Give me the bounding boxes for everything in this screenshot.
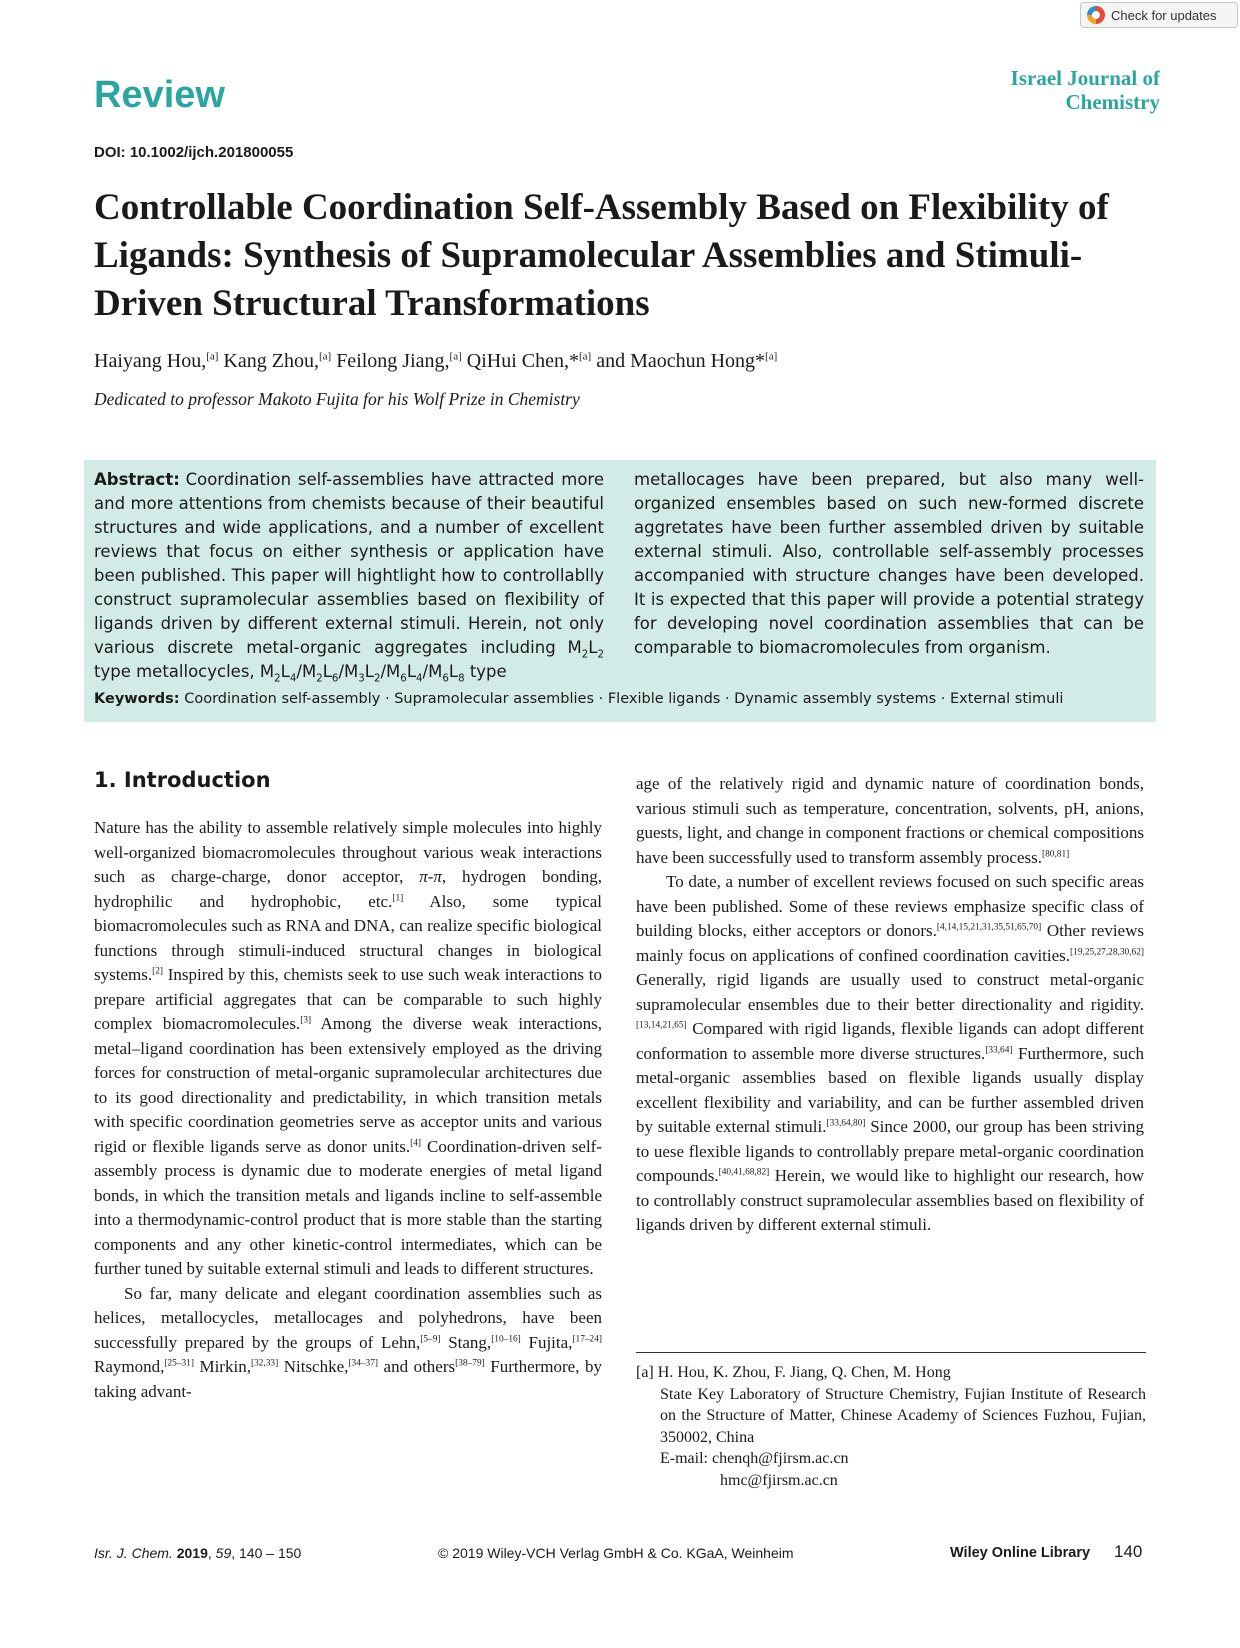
paragraph-text: Fujita, — [520, 1332, 573, 1352]
paragraph-text: Stang, — [440, 1332, 492, 1352]
paragraph-text: age of the relatively rigid and dynamic nature of coordination bonds, various stimuli such as temperature, concentration, solvents, pH, anions, guests, light, and change in component fractions or chemical compositions have been successfully used to transform assembly process. — [636, 774, 1144, 867]
citation-mark: [25–31] — [164, 1358, 194, 1369]
paragraph-text: Since 2000, our group has been striving to uese flexible ligands to controllably prepare metal-organic coordination compounds. — [636, 1117, 1144, 1185]
check-for-updates-button[interactable] — [1080, 2, 1238, 28]
formula-symbol: / — [380, 662, 387, 681]
footnote-affiliation: State Key Laboratory of Structure Chemistry, Fujian Institute of Research on the Structure of Matter, Chinese Academy of Sciences Fuzhou, Fujian, 350002, China — [660, 1385, 1146, 1446]
citation-mark: [5–9] — [420, 1333, 441, 1344]
author-name: Feilong Jiang, — [331, 350, 450, 372]
keywords-list: Coordination self-assembly · Supramolecular assemblies · Flexible ligands · Dynamic assembly systems · External stimuli — [184, 691, 1064, 707]
formula-subscript: 3 — [358, 673, 365, 685]
formula-subscript: 6 — [442, 673, 449, 685]
footer-pages: 140 – 150 — [239, 1545, 302, 1561]
paragraph-2 — [94, 1282, 602, 1405]
article-title: Controllable Coordination Self-Assembly Based on Flexibility of Ligands: Synthesis of Supramolecular Assemblies and Stimuli-Driven Structural Transformations — [94, 187, 1109, 324]
abstract-text: Coordination self-assemblies have attracted more and more attentions from chemists because of their beautiful structures and wide applications, and a number of excellent reviews that focus on either synthesis or application have been published. This paper will hightlight how to controllablly construct supramolecular assemblies based on flexibility of ligands driven by different external stimuli. Herein, not only various discrete metal-organic aggregates including — [94, 470, 604, 657]
formula-subscript: 4 — [289, 673, 297, 685]
citation-mark: [4] — [410, 1137, 422, 1148]
abstract-label: Abstract: — [94, 470, 180, 489]
check-for-updates-label: Check for updates — [1111, 7, 1217, 23]
formula-subscript: 8 — [458, 673, 465, 685]
footer-journal-abbr: Isr. J. Chem. — [94, 1545, 173, 1561]
formula-symbol: L — [448, 662, 459, 681]
formula-symbol: L — [280, 662, 290, 681]
formula-subscript: 2 — [597, 649, 604, 661]
formula-symbol: L — [322, 662, 332, 681]
formula-symbol: M — [428, 662, 443, 681]
citation-mark: [32,33] — [250, 1358, 279, 1369]
paragraph-text: To date, a number of excellent reviews focused on such specific areas have been published. Some of these reviews emphasize specific class of building blocks, either acceptors or donors. — [636, 872, 1144, 940]
section-heading-introduction: 1. Introduction — [94, 768, 271, 792]
abstract-column-left — [94, 468, 604, 684]
doi: DOI: 10.1002/ijch.201800055 — [94, 144, 294, 161]
formula-subscript: 6 — [400, 673, 407, 685]
formula-symbol: M — [301, 662, 317, 681]
paragraph-text: Coordination-driven self-assembly process is dynamic due to moderate energies of metal ligand bonds, in which the transition metals and ligands incline to self-assemble into a thermodynamic-control product that is more stable than the starting components and any other kinetic-control intermediates, which can be further tuned by suitable external stimuli and leads to different structures. — [94, 1136, 602, 1278]
email-label: E-mail: — [660, 1450, 708, 1467]
formula-subscript: 2 — [581, 649, 589, 661]
citation-mark: [3] — [300, 1015, 312, 1026]
email-link-1[interactable]: chenqh@fjirsm.ac.cn — [711, 1450, 849, 1467]
journal-name: Israel Journal of Chemistry — [1010, 66, 1160, 114]
formula-symbol: / — [338, 662, 344, 681]
author-name: QiHui Chen,* — [461, 350, 579, 372]
keywords-label: Keywords: — [94, 691, 180, 707]
paragraph-text: Furthermore, such metal-organic assemblies based on flexible ligands usually display excellent flexibility and variability, and can be further assembled driven by suitable external stimuli. — [636, 1043, 1144, 1136]
email-link-2[interactable]: hmc@fjirsm.ac.cn — [720, 1471, 838, 1489]
body-column-right — [636, 772, 1144, 1238]
formula-symbol: / — [296, 662, 302, 681]
formula-subscript: 2 — [316, 673, 323, 685]
abstract-column-right: metallocages have been prepared, but also many well-organized ensembles based on such new-formed discrete aggretates have been further assembled driven by suitable external stimuli. Also, controllable self-assembly processes accompanied with structure changes have been developed. It is expected that this paper will provide a potential strategy for developing novel coordination assemblies that can be comparable to biomacromolecules from organism. — [634, 470, 1144, 657]
body-column-left — [94, 816, 602, 1404]
paragraph-2-continued — [636, 772, 1144, 870]
paragraph-text: Mirkin, — [193, 1357, 251, 1376]
citation-mark: [10–16] — [491, 1333, 521, 1344]
footer-copyright: © 2019 Wiley-VCH Verlag GmbH & Co. KGaA, Weinheim — [438, 1545, 794, 1561]
formula-subscript: 2 — [373, 673, 381, 685]
section-label: Review — [94, 74, 225, 116]
author-affiliation-mark: [a] — [578, 350, 592, 363]
author-affiliation-mark: [a] — [206, 350, 219, 363]
pi-pi-term: π-π — [419, 867, 442, 886]
footnote-authors: H. Hou, K. Zhou, F. Jiang, Q. Chen, M. Hong — [657, 1364, 951, 1381]
paragraph-text: Also, some typical biomacromolecules such as RNA and DNA, can realize specific biological functions through stimuli-induced structural changes in biological systems. — [94, 891, 602, 984]
citation-mark: [38–79] — [455, 1358, 485, 1369]
paragraph-1 — [94, 816, 602, 1282]
paragraph-text: Nature has the ability to assemble relatively simple molecules into highly well-organized biomacromolecules throughout various weak interactions such as charge-charge, donor acceptor, — [94, 818, 602, 886]
citation-mark: [2] — [152, 966, 163, 977]
footer-volume: 59 — [215, 1545, 232, 1561]
author-name: Kang Zhou, — [218, 350, 319, 372]
paragraph-3 — [636, 870, 1144, 1238]
abstract-text-3: type — [464, 662, 507, 681]
formula-symbol: M — [344, 662, 359, 681]
paragraph-text: So far, many delicate and elegant coordination assemblies such as helices, metallocycles, metallocages and polyhedrons, have been successfully prepared by the groups of Lehn, — [94, 1283, 602, 1352]
paragraph-text: Compared with rigid ligands, flexible ligands can adopt different conformation to assemble more diverse structures. — [636, 1019, 1144, 1063]
footnote-mark: [a] — [636, 1364, 654, 1381]
author-name: and Maochun Hong* — [591, 350, 766, 372]
author-affiliation-mark: [a] — [318, 350, 332, 363]
crossmark-icon — [1087, 6, 1105, 24]
formula-symbol: M — [386, 662, 401, 681]
paragraph-text: Herein, we would like to highlight our research, how to controllably construct supramolecular assemblies based on flexibility of ligands driven by different external stimuli. — [636, 1166, 1144, 1234]
formula-subscript: 2 — [274, 673, 281, 685]
formula-cages — [259, 662, 465, 685]
paragraph-text: Furthermore, by taking advant- — [94, 1357, 602, 1401]
author-list — [94, 350, 777, 373]
citation-mark: [13,14,21,65] — [636, 1020, 687, 1031]
formula-m2l2 — [567, 638, 604, 661]
abstract-box — [84, 460, 1156, 722]
formula-symbol: M — [259, 662, 275, 681]
formula-subscript: 6 — [331, 673, 339, 685]
paragraph-text: Generally, rigid ligands are usually used to construct metal-organic supramolecular ensembles due to their better directionality and rigidity. — [636, 970, 1144, 1014]
paragraph-text: Among the diverse weak interactions, metal–ligand coordination has been extensively employed as the driving forces for construction of metal-organic supramolecular architectures due to its good directionality and predictability, in which transition metals with specific coordination geometries serve as acceptor units and various rigid or flexible ligands serve as donor units. — [94, 1014, 602, 1156]
paragraph-text: Nitschke, — [278, 1357, 349, 1376]
formula-symbol: L — [364, 662, 374, 681]
citation-mark: [1] — [392, 892, 404, 903]
citation-mark: [80,81] — [1042, 848, 1070, 859]
paragraph-text: and others — [378, 1357, 456, 1376]
dedication: Dedicated to professor Makoto Fujita for his Wolf Prize in Chemistry — [94, 389, 580, 409]
formula-symbol: L — [406, 662, 417, 681]
author-affiliation-mark: [a] — [449, 350, 462, 363]
paragraph-text: Other reviews mainly focus on applications of confined coordination cavities. — [636, 921, 1144, 965]
formula-symbol: / — [422, 662, 429, 681]
footnote-divider — [636, 1352, 1146, 1353]
affiliation-footnote — [636, 1362, 1146, 1491]
paragraph-text: , hydrogen bonding, hydrophilic and hydrophobic, etc. — [94, 867, 602, 911]
footer-year: 2019 — [176, 1545, 208, 1561]
formula-symbol: M — [567, 638, 582, 657]
citation-mark: [17–24] — [572, 1333, 603, 1344]
paragraph-text: Raymond, — [94, 1357, 165, 1376]
page-number: 140 — [1114, 1542, 1143, 1561]
citation-mark: [40,41,68,82] — [718, 1167, 770, 1178]
wiley-online-library-link[interactable]: Wiley Online Library — [950, 1545, 1091, 1561]
author-affiliation-mark: [a] — [765, 350, 778, 363]
citation-mark: [4,14,15,21,31,35,51,65,70] — [936, 922, 1042, 933]
citation-mark: [19,25,27,28,30,62] — [1070, 946, 1144, 957]
author-name: Haiyang Hou, — [94, 350, 207, 372]
paragraph-text: Inspired by this, chemists seek to use such weak interactions to prepare artificial aggregates that can be comparable to such highly complex biomacromolecules. — [94, 965, 602, 1033]
citation-mark: [34–37] — [348, 1358, 378, 1369]
abstract-text-2: type metallocycles, — [94, 662, 260, 681]
formula-symbol: L — [588, 638, 598, 657]
citation-mark: [33,64,80] — [826, 1118, 866, 1129]
formula-subscript: 4 — [416, 673, 423, 685]
citation-mark: [33,64] — [985, 1044, 1013, 1055]
footer-citation: Isr. J. Chem. 2019, 59, 140 – 150 — [94, 1545, 302, 1561]
keywords — [94, 691, 1063, 707]
